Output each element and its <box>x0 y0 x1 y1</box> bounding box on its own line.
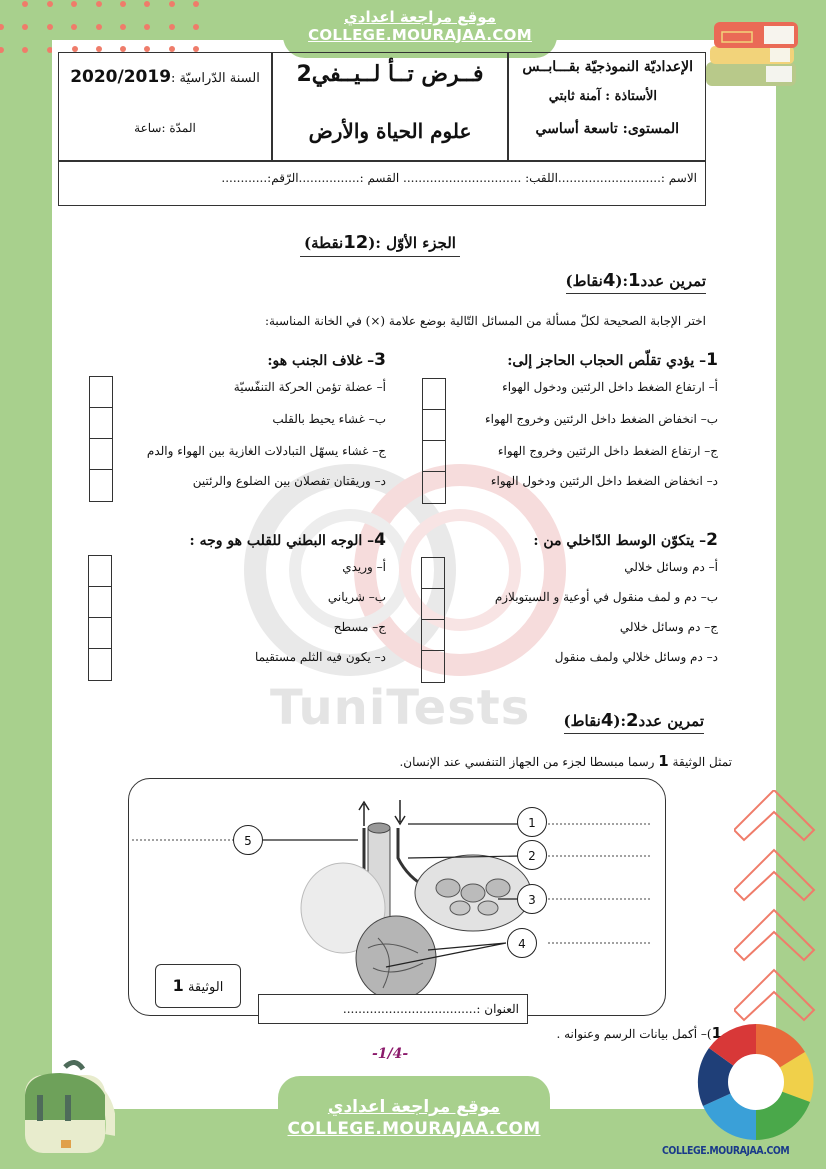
chevron-up-decorations <box>734 790 826 1040</box>
question-1-option-c: ج– ارتفاع الضغط داخل الرئتين وخروج الهواء <box>497 444 718 458</box>
answer-checkbox[interactable] <box>90 439 112 470</box>
answer-checkbox[interactable] <box>422 589 444 620</box>
question-4-option-d: د– يكون فيه الثلم مستقيما <box>255 650 386 664</box>
question-2-option-b: ب– دم و لمف منقول في أوعية و السيتوبلازم <box>494 590 718 604</box>
diagram-label-4: 4 <box>507 928 537 958</box>
exercise-1-instruction: اختر الإجابة الصحيحة لكلّ مسألة من المسائل التّالية بوضع علامة (×) في الخانة المناسبة: <box>264 314 706 328</box>
question-4-option-c: ج– مسطح <box>333 620 386 634</box>
question-1-title: 1– يؤدي تقلّص الحجاب الحاجز إلى: <box>507 350 718 370</box>
question-4-option-b: ب– شرياني <box>327 590 386 604</box>
class-level: المستوى: تاسعة أساسي <box>535 121 679 137</box>
site-banner-top[interactable] <box>283 0 557 58</box>
question-2-option-c: ج– دم وسائل خلالي <box>619 620 718 634</box>
answer-checkbox[interactable] <box>422 558 444 589</box>
answer-checkbox[interactable] <box>423 410 445 441</box>
answer-checkbox[interactable] <box>89 556 111 587</box>
teacher-name: الأستاذة : آمنة ثابتي <box>548 89 657 104</box>
question-3-option-b: ب– غشاء يحيط بالقلب <box>272 412 386 426</box>
site-name-arabic[interactable]: موقع مراجعة اعدادي <box>327 1097 501 1117</box>
student-identity-line[interactable]: الاسم :...........................اللقب: ............................... القسم :................الرّقم:............ <box>221 171 697 185</box>
answer-checkbox[interactable] <box>89 649 111 680</box>
exercise-2-intro: تمثل الوثيقة 1 رسما مبسطا لجزء من الجهاز التنفسي عند الإنسان. <box>399 752 732 770</box>
question-3-option-c: ج– غشاء يسهّل التبادلات الغازية بين الهواء والدم <box>146 444 386 458</box>
footer-brand-url[interactable]: COLLEGE.MOURAJAA.COM <box>662 1144 790 1157</box>
question-4 <box>190 530 386 668</box>
exercise-2-question-1: 1)– أكمل بيانات الرسم وعنوانه . <box>556 1024 722 1042</box>
question-2 <box>495 530 718 668</box>
question-1-answer-boxes <box>422 378 446 504</box>
question-1-option-a: أ– ارتفاع الضغط داخل الرئتين ودخول الهواء <box>502 380 718 394</box>
exercise-2-title: تمرين عدد2:(4نقاط) <box>564 710 704 734</box>
question-2-title: 2– يتكوّن الوسط الدّاخلي من : <box>533 530 718 550</box>
question-2-option-d: د– دم وسائل خلالي ولمف منقول <box>554 650 718 664</box>
question-4-title: 4– الوجه البطني للقلب هو وجه : <box>189 530 386 550</box>
school-info <box>509 53 705 161</box>
question-3-option-a: أ– عضلة تؤمن الحركة التنفّسيّة <box>233 380 386 394</box>
books-icon <box>700 10 800 90</box>
site-url[interactable]: COLLEGE.MOURAJAA.COM <box>287 1119 541 1139</box>
question-2-option-a: أ– دم وسائل خلالي <box>624 560 718 574</box>
exercise-1-title: تمرين عدد1:(4نقاط) <box>566 270 706 294</box>
answer-checkbox[interactable] <box>423 441 445 472</box>
answer-checkbox[interactable] <box>90 408 112 439</box>
question-3 <box>147 350 386 492</box>
diagram-label-3: 3 <box>517 884 547 914</box>
question-3-title: 3– غلاف الجنب هو: <box>267 350 386 370</box>
exam-info <box>273 53 507 161</box>
answer-checkbox[interactable] <box>422 620 444 651</box>
answer-checkbox[interactable] <box>90 377 112 408</box>
document-1-label: الوثيقة 1 <box>155 964 241 1008</box>
school-year: السنة الدّراسيّة :2020/2019 <box>70 67 260 87</box>
exam-duration: المدّة :ساعة <box>134 121 196 135</box>
answer-checkbox[interactable] <box>90 470 112 501</box>
answer-checkbox[interactable] <box>423 379 445 410</box>
site-logo-wheel <box>695 1022 817 1142</box>
site-banner-bottom[interactable] <box>278 1076 550 1169</box>
question-1 <box>485 350 718 492</box>
page-number: -1/4- <box>372 1046 409 1062</box>
site-name-arabic[interactable]: موقع مراجعة اعدادي <box>344 8 496 26</box>
site-url[interactable]: COLLEGE.MOURAJAA.COM <box>308 26 532 44</box>
question-2-answer-boxes <box>421 557 445 683</box>
diagram-label-1: 1 <box>517 807 547 837</box>
question-4-answer-boxes <box>88 555 112 681</box>
answer-checkbox[interactable] <box>423 472 445 503</box>
diagram-label-5: 5 <box>233 825 263 855</box>
question-3-answer-boxes <box>89 376 113 502</box>
exam-title: فــرض تــأ لــيــفي2 <box>296 61 484 87</box>
backpack-icon <box>15 1055 115 1155</box>
question-1-option-b: ب– انخفاض الضغط داخل الرئتين وخروج الهواء <box>485 412 718 426</box>
diagram-label-2: 2 <box>517 840 547 870</box>
year-info <box>59 53 271 161</box>
watermark-text: TuniTests <box>270 680 531 736</box>
question-1-option-d: د– انخفاض الضغط داخل الرئتين ودخول الهواء <box>490 474 718 488</box>
question-3-option-d: د– وريقتان تفصلان بين الضلوع والرئتين <box>192 474 386 488</box>
answer-checkbox[interactable] <box>89 587 111 618</box>
question-4-option-a: أ– وريدي <box>342 560 386 574</box>
part-1-title: الجزء الأوّل :(12نقطة) <box>300 232 460 257</box>
answer-checkbox[interactable] <box>89 618 111 649</box>
answer-checkbox[interactable] <box>422 651 444 682</box>
figure-title-field[interactable]: العنوان :................................... <box>258 994 528 1024</box>
exam-header <box>58 52 706 206</box>
school-name: الإعداديّة النموذجيّة بقـــابــس <box>522 59 693 75</box>
subject-name: علوم الحياة والأرض <box>308 119 472 143</box>
